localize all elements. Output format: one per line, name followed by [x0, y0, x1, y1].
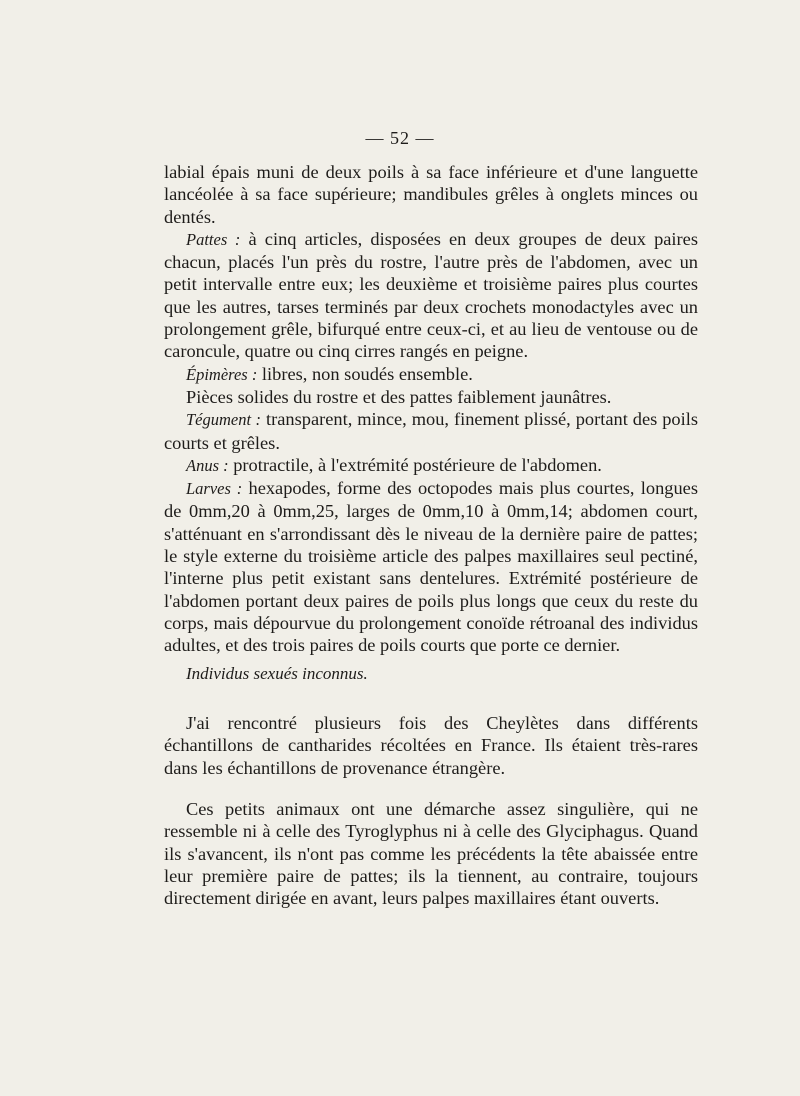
larves-text: hexapodes, forme des octopodes mais plus courtes, longues de 0mm,20 à 0mm,25, larges de 0mm,10 à 0mm,14; abdomen court, s'atténuant en s'arrondissant dès le niveau de la dernière paire de pattes; le style externe du troisième article des palpes maxillaires seul pectiné, l'interne plus petit existant sans dentelures. Extrémité postérieure de l'abdomen portant deux paires de poils plus longs que ceux du reste du corps, mais dépourvue du prolongement conoïde rétroanal des individus adultes, et des trois paires de poils courts que porte ce dernier. — [164, 478, 698, 656]
anus-paragraph — [164, 454, 698, 477]
pieces-paragraph: Pièces solides du rostre et des pattes faiblement jaunâtres. — [186, 386, 612, 407]
intro-paragraph: labial épais muni de deux poils à sa face inférieure et d'une languette lancéolée à sa face supérieure; mandibules grêles à onglets minces ou dentés. — [164, 162, 698, 227]
anus-label: Anus : — [186, 455, 229, 475]
description-block — [164, 161, 698, 657]
larves-paragraph — [164, 477, 698, 656]
pattes-paragraph — [164, 228, 698, 363]
pattes-label: Pattes : — [186, 229, 241, 249]
paragraph-1: J'ai rencontré plusieurs fois des Cheylètes dans différents échantillons de cantharides récoltées en France. Ils étaient très-rares dans les échantillons de provenance étrangère. — [164, 713, 698, 778]
epimeres-label: Épimères : — [186, 364, 258, 384]
observation-paragraph — [164, 712, 698, 779]
tegument-text: transparent, mince, mou, finement plissé, portant des poils courts et grêles. — [164, 409, 698, 453]
pattes-text: à cinq articles, disposées en deux groupes de deux paires chacun, placés l'un près du rostre, l'autre près de l'abdomen, avec un petit intervalle entre eux; les deuxième et troisième paires plus courtes que les autres, tarses terminés par deux crochets monodactyles avec un prolongement grêle, bifurqué entre ceux-ci, et au lieu de ventouse ou de caroncule, quatre ou cinq cirres rangés en peigne. — [164, 228, 698, 362]
anus-text: protractile, à l'extrémité postérieure de l'abdomen. — [228, 454, 602, 475]
section-heading: Individus sexués inconnus. — [186, 664, 368, 683]
larves-label: Larves : — [186, 479, 243, 499]
behaviour-paragraph — [164, 798, 698, 909]
tegument-paragraph — [164, 408, 698, 454]
epimeres-paragraph — [164, 363, 698, 386]
tegument-label: Tégument : — [186, 410, 262, 430]
paragraph-2: Ces petits animaux ont une démarche assez singulière, qui ne ressemble ni à celle des Tyroglyphus ni à celle des Glyciphagus. Quand ils s'avancent, ils n'ont pas comme les précédents la tête abaissée entre leur première paire de pattes; ils la tiennent, au contraire, toujours directement dirigée en avant, leurs palpes maxillaires étant ouverts. — [164, 799, 698, 909]
epimeres-text: libres, non soudés ensemble. — [257, 363, 473, 384]
page-number: — 52 — — [365, 128, 435, 148]
